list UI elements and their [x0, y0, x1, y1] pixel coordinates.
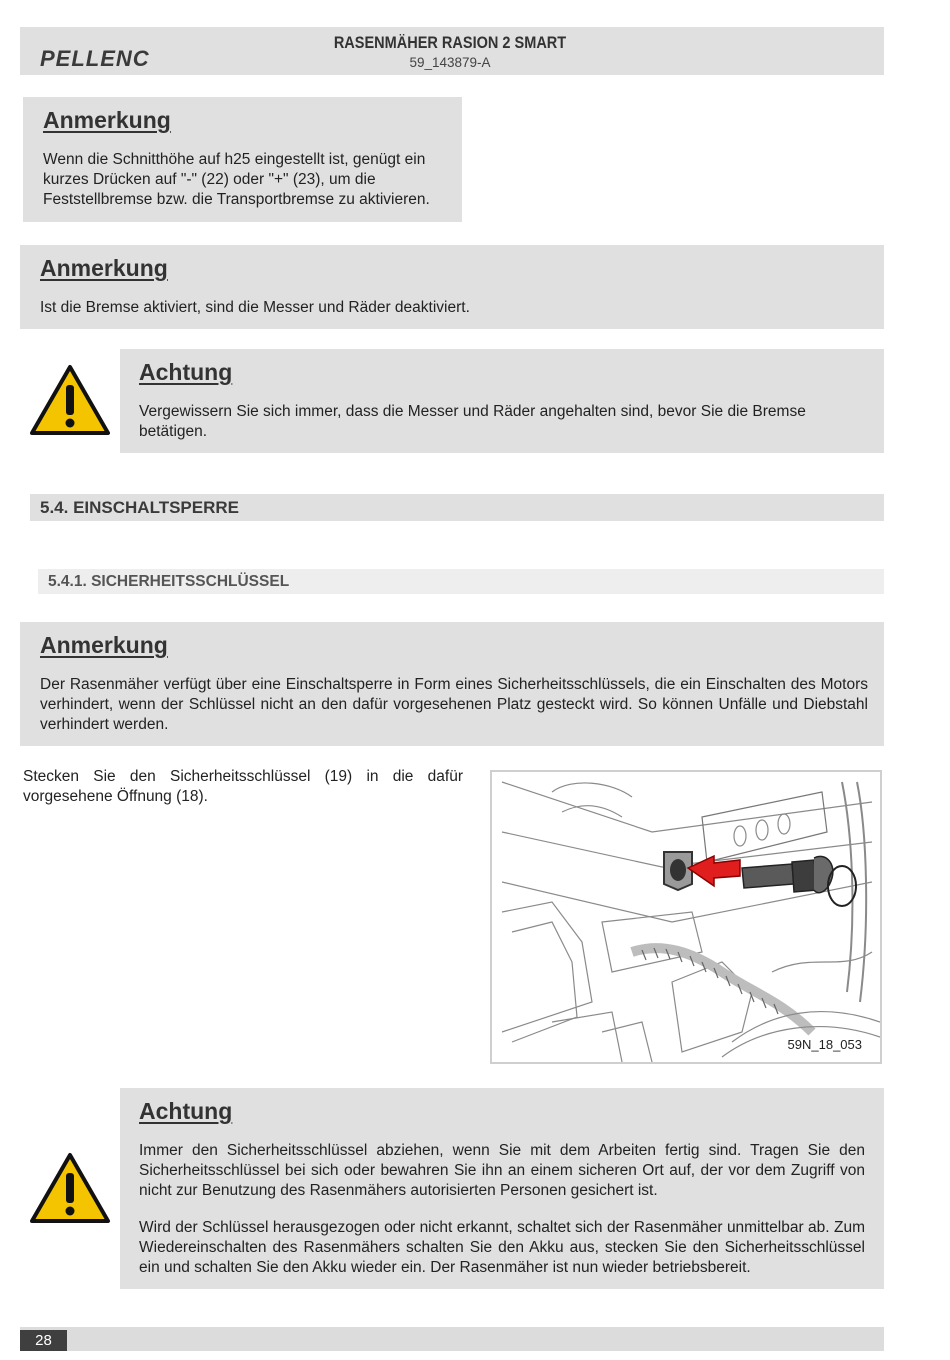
- figure-caption: 59N_18_053: [787, 1037, 862, 1052]
- section-heading: [30, 494, 884, 521]
- note-title: Anmerkung: [40, 632, 168, 658]
- section-heading-text: 5.4. EINSCHALTSPERRE: [40, 498, 240, 517]
- warning-text-2: Wird der Schlüssel herausgezogen oder nicht erkannt, schaltet sich der Rasenmäher unmittelbar ab. Zum Wiedereinschalten des Rasenmähers schalten Sie den Akku aus, stecken Sie den Sicherheitsschlüssel ein und schalten Sie den Akku wieder ein. Der Rasenmäher ist nun wieder betriebsbereit.: [139, 1219, 865, 1276]
- note-box-3: [20, 622, 884, 746]
- warning-box-2: [120, 1088, 884, 1289]
- note-box-1: [23, 97, 462, 222]
- warning-triangle-icon: [28, 1151, 112, 1230]
- note-text: Der Rasenmäher verfügt über eine Einschaltsperre in Form eines Sicherheitsschlüssels, die ein Einschalten des Motors verhindert, wenn der Schlüssel nicht an den dafür vorgesehenen Platz gesteckt wird. So können Unfälle und Diebstahl verhindert werden.: [40, 676, 868, 733]
- key-socket: [664, 852, 692, 890]
- mower-illustration: [492, 772, 880, 1062]
- page-footer: [20, 1317, 884, 1351]
- instruction-text: Stecken Sie den Sicherheitsschlüssel (19) in die dafür vorgesehene Öffnung (18).: [23, 768, 463, 805]
- warning-title: Achtung: [139, 1098, 233, 1124]
- note-title: Anmerkung: [43, 107, 171, 133]
- note-title: Anmerkung: [40, 255, 168, 281]
- note-box-2: [20, 245, 884, 329]
- warning-text-1: Immer den Sicherheitsschlüssel abziehen, wenn Sie mit dem Arbeiten fertig sind. Tragen Sie den Sicherheitsschlüssel bei sich oder bewahren Sie ihn an einem sicheren Ort auf, der vor dem Zugriff von nicht zur Benutzung des Rasenmähers autorisierten Personen gesichert ist.: [139, 1142, 865, 1199]
- page-number: 28: [20, 1330, 67, 1351]
- warning-text: Vergewissern Sie sich immer, dass die Messer und Räder angehalten sind, bevor Sie die Bremse betätigen.: [139, 403, 806, 440]
- document-code: 59_143879-A: [409, 55, 491, 70]
- document-title: RASENMÄHER RASION 2 SMART: [333, 34, 567, 52]
- note-text: Wenn die Schnitthöhe auf h25 eingestellt ist, genügt ein kurzes Drücken auf "-" (22) oder "+" (23), um die Feststellbremse bzw. die Transportbremse zu aktivieren.: [43, 151, 430, 208]
- warning-title: Achtung: [139, 359, 233, 385]
- figure-safety-key: [490, 770, 882, 1064]
- warning-triangle-icon: [28, 363, 112, 442]
- note-text: Ist die Bremse aktiviert, sind die Messer und Räder deaktiviert.: [40, 299, 470, 316]
- subsection-heading-text: 5.4.1. SICHERHEITSSCHLÜSSEL: [48, 573, 290, 590]
- pellenc-logo: PELLENC: [40, 46, 150, 71]
- insert-arrow-icon: [688, 856, 740, 886]
- warning-box-1: [120, 349, 884, 453]
- safety-key: [742, 856, 856, 906]
- subsection-heading: [38, 569, 884, 594]
